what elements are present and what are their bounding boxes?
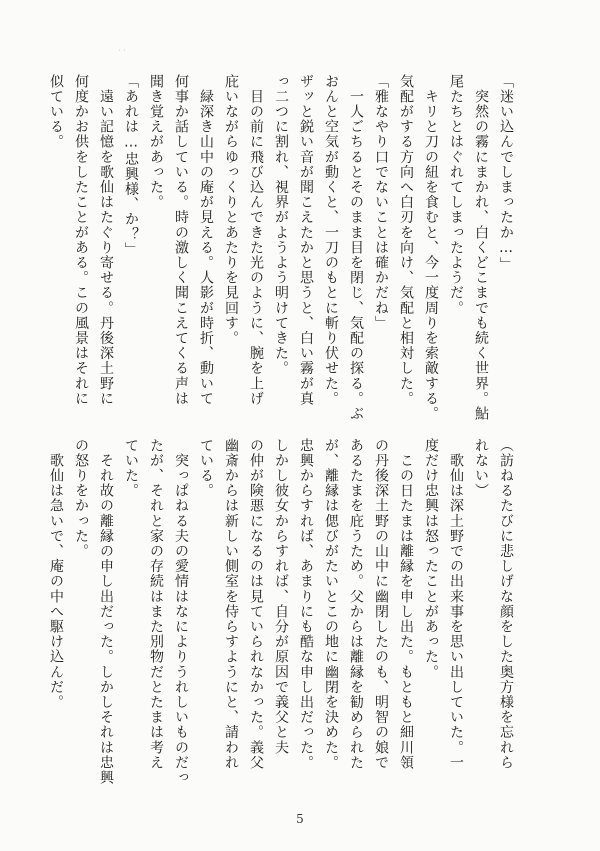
text-line: 遠い記憶を歌仙はたぐり寄せる。丹後深土野に [98,74,114,407]
text-line: それ故の離縁の申し出だった。しかしそれは忠興 [98,438,114,786]
text-line: この日たまは離縁を申し出た。もともと細川領 [398,438,414,771]
text-line: 何事か話している。時の激しく聞こえてくる声は [173,74,189,407]
text-block-lower [43,438,518,794]
text-line: 「あれは…忠興様、か？」 [123,74,139,258]
text-line: っ二つに割れ、視界がようよう明けてきた。 [273,74,289,376]
text-line: が、離縁は偲びがたいとこの地に幽閉を決めた。 [323,438,339,771]
text-line: 気配がする方向へ白刃を向け、気配と相対した。 [398,74,414,407]
text-block-upper [43,74,518,430]
text-line: ている。 [198,438,214,499]
text-line: 度だけ忠興は怒ったことがあった。 [423,438,439,680]
text-line: 似ている。 [48,74,64,150]
text-line: あるたまを庇うため。父からは離縁を勧められた [348,438,364,771]
text-line: （訪ねるたびに悲しげな顔をした奥方様を忘れら [498,438,514,771]
text-line: 庇いながらゆっくりとあたりを見回す。 [223,74,239,346]
text-line: キリと刀の紐を食むと、今一度周りを索敵する。 [423,74,439,422]
text-line: ザッと鋭い音が聞こえたかと思うと、白い霧が真 [298,74,314,407]
text-line: の丹後深土野の山中に幽閉したのも、明智の娘で [373,438,389,771]
text-line: ていた。 [123,438,139,499]
scan-mark: · · [118,46,126,55]
text-line: たが、それと家の存続はまた別物だとたまは考え [148,438,164,771]
text-line: 幽斎からは新しい側室を侍らすようにと、請われ [223,438,239,771]
text-line: の怒りをかった。 [73,438,89,559]
text-line: しかし彼女からすれば、自分が原因で義父と夫 [273,438,289,756]
text-line: 一人ごちるとそのまま目を閉じ、気配の探る。ぶ [348,74,364,422]
text-line: 目の前に飛び込んできた光のように、腕を上げ [248,74,264,407]
text-line: 忠興からすれば、あまりにも酷な申し出だった。 [298,438,314,771]
text-line: 突っぱねる夫の愛情はなによりうれしいものだっ [173,438,189,786]
text-line: 緑深き山中の庵が見える。人影が時折、動いて [198,74,214,407]
text-line: 歌仙は深土野での出来事を思い出していた。一 [448,438,464,771]
text-line: 歌仙は急いで、庵の中へ駆け込んだ。 [48,438,64,710]
text-line: おんと空気が動くと、一刀のもとに斬り伏せた。 [323,74,339,407]
text-line: 突然の霧にまかれ、白くどこまでも続く世界。鮎 [473,74,489,422]
text-line: 尾たちとはぐれてしまったようだ。 [448,74,464,316]
text-line: 「雅なやり口でないことは確かだね」 [373,74,389,331]
text-line: 「迷い込んでしまったか…」 [498,74,514,273]
text-line: 聞き覚えがあった。 [148,74,164,210]
text-line: れない） [473,438,489,499]
page-number: 5 [296,812,304,826]
text-line: 何度かお供をしたことがある。この風景はそれに [73,74,89,407]
text-line: の仲が険悪になるのは見ていられなかった。義父 [248,438,264,771]
